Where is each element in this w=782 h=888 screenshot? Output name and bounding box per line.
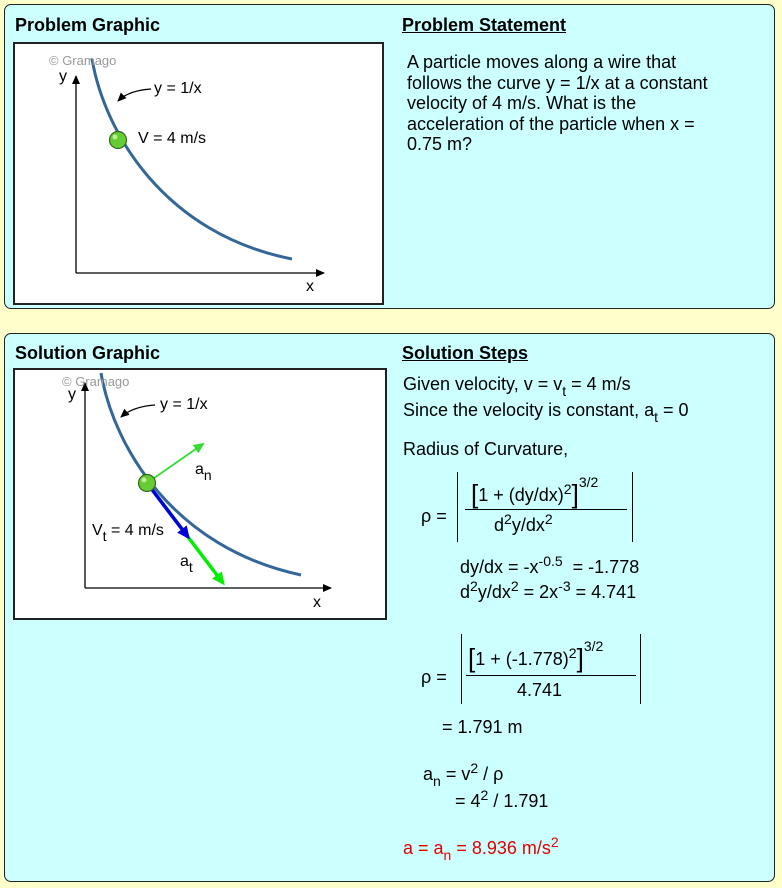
an-subscript: n [433,773,441,789]
formula2-denominator: 4.741 [517,680,563,700]
statement-line: acceleration of the particle when x = [407,113,695,134]
abs-bar-right-1 [632,472,633,542]
at-main: a [180,553,189,570]
x-axis-label: x [313,594,321,611]
dydx-value: = -1.778 [562,557,640,577]
d2-text: y/dx [477,582,511,602]
at-label [180,553,193,575]
d2ydx2-line [460,578,637,603]
an-rho: / ρ [478,764,504,784]
x-axis-label: x [306,278,314,295]
abs-bar-right-2 [640,634,641,704]
fraction-bar-2 [466,675,636,676]
d2-value: = 4.741 [570,582,637,602]
d2-eq: = 2x [518,582,559,602]
d2-sq: 2 [470,578,478,594]
f2-power: 3/2 [583,638,604,654]
rho-equals-1: ρ = [421,506,447,526]
an-a: a [423,764,434,784]
y-axis-label: y [68,386,76,403]
statement-line: A particle moves along a wire that [407,52,677,72]
curve-label-pointer [121,405,155,417]
statement-line: velocity of 4 m/s. What is the [407,93,637,113]
curve-label: y = 1/x [160,396,208,413]
an2-sq: 2 [480,787,489,803]
rho-equals-2: ρ = [421,667,447,687]
vt-subscript: t [102,528,107,544]
abs-bar-left-2 [461,634,462,704]
an2-text: = 4 [455,791,481,811]
f1-num-sq: 2 [563,481,572,497]
given-value: = 4 m/s [566,374,631,394]
d2-d: d [460,582,471,602]
bracket-close: ] [576,643,584,673]
final-text: a = a [403,838,444,858]
problem-graphic-title: Problem Graphic [15,15,161,35]
solution-panel [4,333,775,882]
problem-statement-text [407,52,708,155]
formula1-numerator [471,474,599,509]
formula2-numerator [468,638,604,673]
final-sq: 2 [550,834,559,850]
abs-bar-left-1 [457,472,458,542]
fraction-bar-1 [465,509,627,510]
copyright-label: © Gramago [62,374,130,389]
const-text: Since the velocity is constant, a [403,400,655,420]
d2-sq2: 2 [510,578,519,594]
rho-result: = 1.791 m [442,717,523,737]
dydx-line [460,553,640,578]
dydx-text: dy/dx = -x [460,557,539,577]
given-velocity-line [403,374,631,399]
solution-graphic-title: Solution Graphic [15,343,161,363]
d2-exponent: -3 [558,578,571,594]
at-subscript: t [188,559,193,575]
particle-highlight [113,135,118,140]
an-label [195,461,212,483]
an-main: a [195,461,204,478]
curve-label: y = 1/x [154,80,202,97]
an-formula-line [423,760,504,789]
bracket-open: [ [468,643,476,673]
particle-highlight [142,478,147,483]
vt-main: V [92,522,103,539]
bracket-close: ] [571,479,579,509]
problem-graphic [13,42,384,305]
f1-den-sq: 2 [504,511,512,527]
copyright-label: © Gramago [49,53,117,68]
f1-den-sq2: 2 [544,511,553,527]
radius-of-curvature-label: Radius of Curvature, [403,439,569,459]
statement-line: 0.75 m? [407,134,473,154]
vt-rest: = 4 m/s [106,522,164,539]
f1-den-d: d [494,515,505,535]
an-subscript: n [203,467,212,483]
an2-value: / 1.791 [488,791,549,811]
bracket-open: [ [471,479,479,509]
given-subscript: t [562,383,567,399]
curve-label-pointer [118,89,151,101]
final-value: = 8.936 m/s [451,838,551,858]
constant-velocity-line [403,400,689,425]
particle [110,132,127,149]
solution-steps-title: Solution Steps [402,343,528,363]
an-sq: 2 [470,760,479,776]
given-text: Given velocity, v = v [403,374,563,394]
problem-panel [4,4,775,309]
particle [139,475,156,492]
final-subscript: n [443,847,452,863]
f1-power: 3/2 [578,474,599,490]
solution-graphic [13,368,387,620]
f1-den-text: y/dx [511,515,545,535]
velocity-label: V = 4 m/s [138,130,207,147]
problem-statement-title: Problem Statement [402,15,567,35]
f2-num-text: 1 + (-1.778) [475,649,569,669]
dydx-exponent: -0.5 [538,553,563,569]
f2-num-sq: 2 [568,645,577,661]
an-eq: = v [440,764,471,784]
f1-num-text: 1 + (dy/dx) [478,485,564,505]
statement-line: follows the curve y = 1/x at a constant [407,72,708,93]
const-subscript: t [654,409,659,425]
formula1-denominator [494,511,553,536]
const-value: = 0 [658,400,689,420]
final-answer [403,834,559,863]
an-value-line [455,787,549,812]
vt-label [92,522,164,544]
y-axis-label: y [59,68,67,85]
